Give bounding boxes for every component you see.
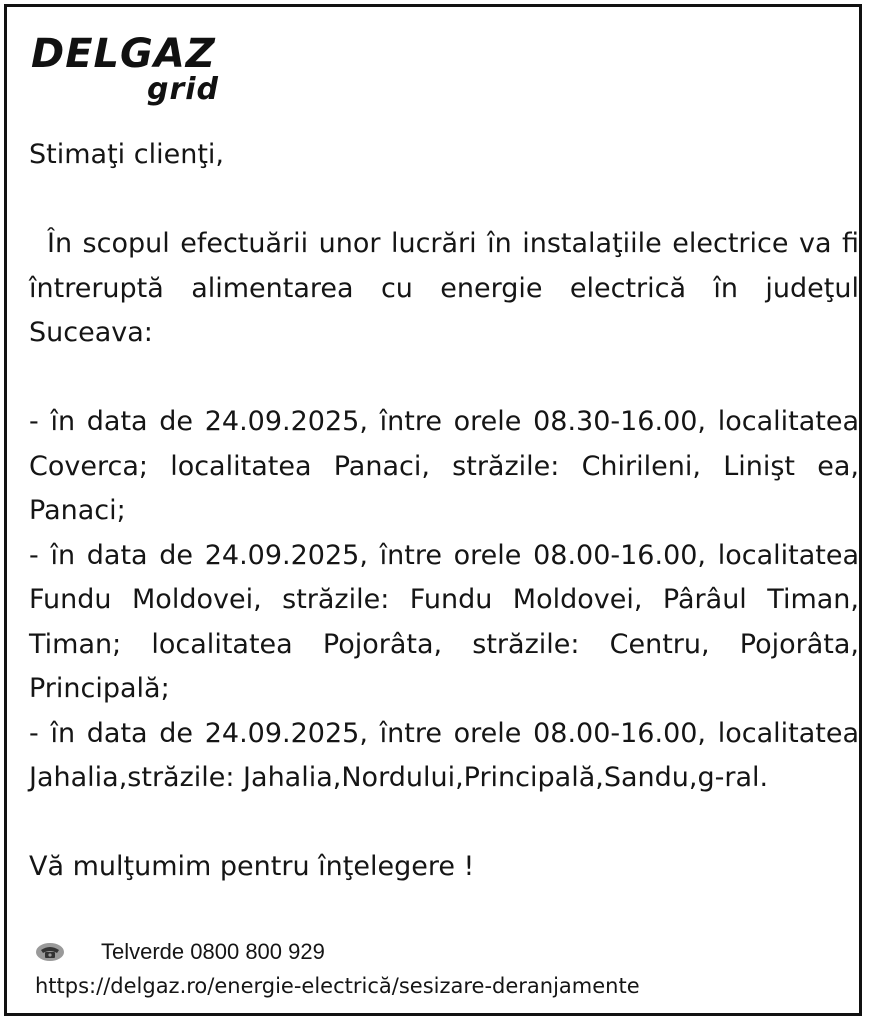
outage-item-3: - în data de 24.09.2025, între orele 08.00-16.00, localitatea Jahalia,străzile: Jahalia,Nordului,Principală,Sandu,g-ral. <box>29 717 859 793</box>
spacer <box>29 356 859 401</box>
footer-phone <box>35 937 325 967</box>
outage-item-2: - în data de 24.09.2025, între orele 08.00-16.00, localitatea Fundu Moldovei, străzile: Fundu Moldovei, Pârâul Timan, Timan; localitatea Pojorâta, străzile: Centru, Pojorâta, Principală; <box>29 539 859 704</box>
spacer <box>29 801 859 846</box>
outage-item-1: - în data de 24.09.2025, între orele 08.30-16.00, localitatea Coverca; localitatea Panaci, străzile: Chirileni, Linişt ea, Panaci; <box>29 406 859 526</box>
greeting: Stimaţi clienţi, <box>29 139 224 170</box>
telephone-icon <box>35 942 65 962</box>
notice-frame <box>4 4 862 1016</box>
phone-number-text: Telverde 0800 800 929 <box>101 939 325 964</box>
logo-main-text: DELGAZ <box>31 31 216 77</box>
logo-sub-text: grid <box>147 72 220 107</box>
delgaz-grid-logo <box>31 31 231 111</box>
notice-body <box>29 133 859 890</box>
intro-paragraph: În scopul efectuării unor lucrări în instalaţiile electrice va fi întreruptă alimentarea cu energie electrică în judeţul Suceava: <box>29 228 859 348</box>
footer-url[interactable]: https://delgaz.ro/energie-electrică/sesizare-deranjamente <box>35 974 640 998</box>
spacer <box>29 178 859 223</box>
closing-line: Vă mulţumim pentru înţelegere ! <box>29 851 475 882</box>
